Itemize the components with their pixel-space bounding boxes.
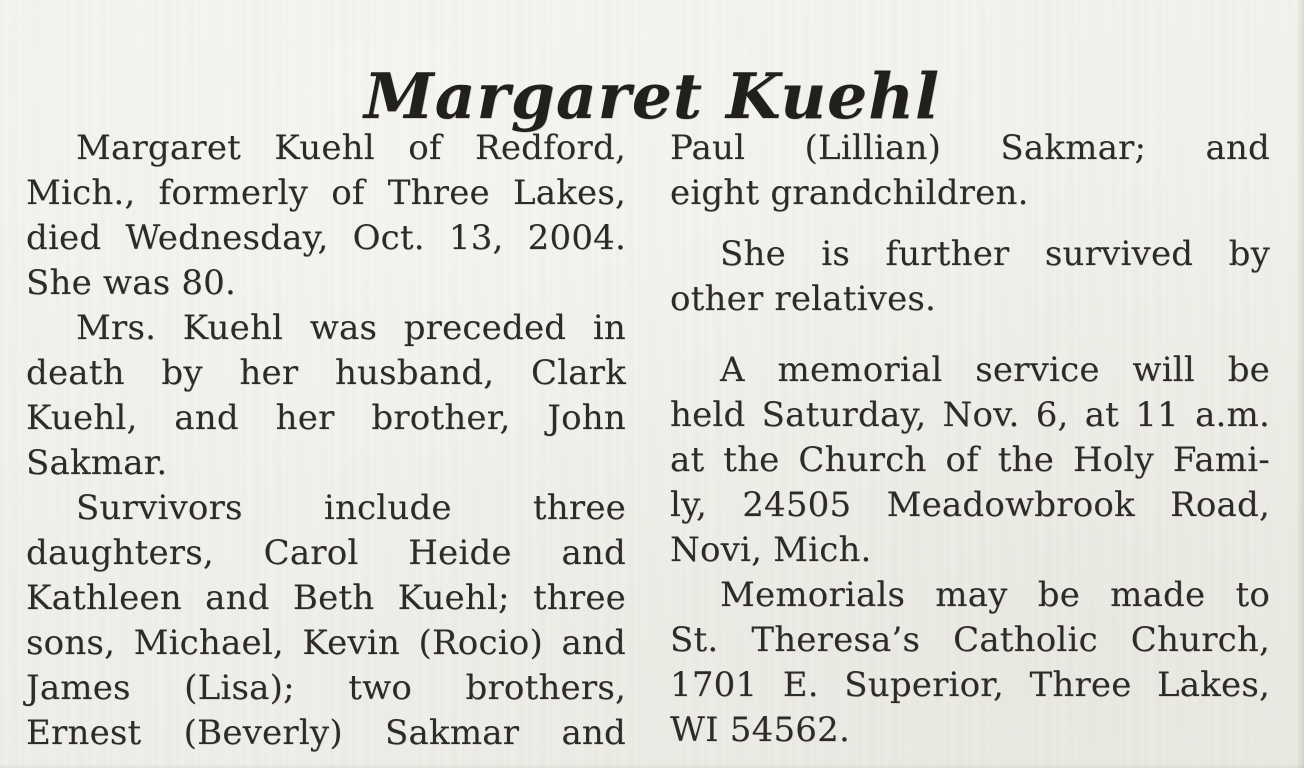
text-line: Mich., formerly of Three Lakes, — [26, 173, 626, 213]
text-line: WI 54562. — [670, 710, 850, 750]
text-line: Mrs. Kuehl was preceded in — [76, 308, 626, 348]
scan-edge-artifact — [0, 763, 1304, 768]
text-line: at the Church of the Holy Fami- — [670, 440, 1270, 480]
text-line: Sakmar. — [26, 443, 168, 483]
text-line: Memorials may be made to — [720, 575, 1270, 615]
text-line: other relatives. — [670, 279, 937, 319]
text-line: died Wednesday, Oct. 13, 2004. — [26, 218, 626, 258]
text-line: She was 80. — [26, 263, 237, 303]
scan-edge-artifact — [1296, 0, 1304, 768]
text-line: 1701 E. Superior, Three Lakes, — [670, 665, 1270, 705]
text-line: eight grandchildren. — [670, 173, 1029, 213]
left-column — [26, 126, 626, 756]
text-line: daughters, Carol Heide and — [26, 533, 626, 573]
text-line: Kuehl, and her brother, John — [26, 398, 626, 438]
text-line: James (Lisa); two brothers, — [26, 668, 626, 708]
text-line: Survivors include three — [76, 488, 626, 528]
text-line: St. Theresa’s Catholic Church, — [670, 620, 1270, 660]
text-line: A memorial service will be — [720, 350, 1270, 390]
text-line: Kathleen and Beth Kuehl; three — [26, 578, 626, 618]
text-line: Margaret Kuehl of Redford, — [76, 128, 626, 168]
text-line: She is further survived by — [720, 234, 1270, 274]
text-line: death by her husband, Clark — [26, 353, 626, 393]
text-line: Novi, Mich. — [670, 530, 872, 570]
obituary-headline: Margaret Kuehl — [364, 59, 940, 134]
text-line: sons, Michael, Kevin (Rocio) and — [26, 623, 626, 663]
text-line: ly, 24505 Meadowbrook Road, — [670, 485, 1270, 525]
text-line: Ernest (Beverly) Sakmar and — [26, 713, 626, 753]
text-line: Paul (Lillian) Sakmar; and — [670, 128, 1270, 168]
right-column — [670, 126, 1270, 753]
text-line: held Saturday, Nov. 6, at 11 a.m. — [670, 395, 1270, 435]
